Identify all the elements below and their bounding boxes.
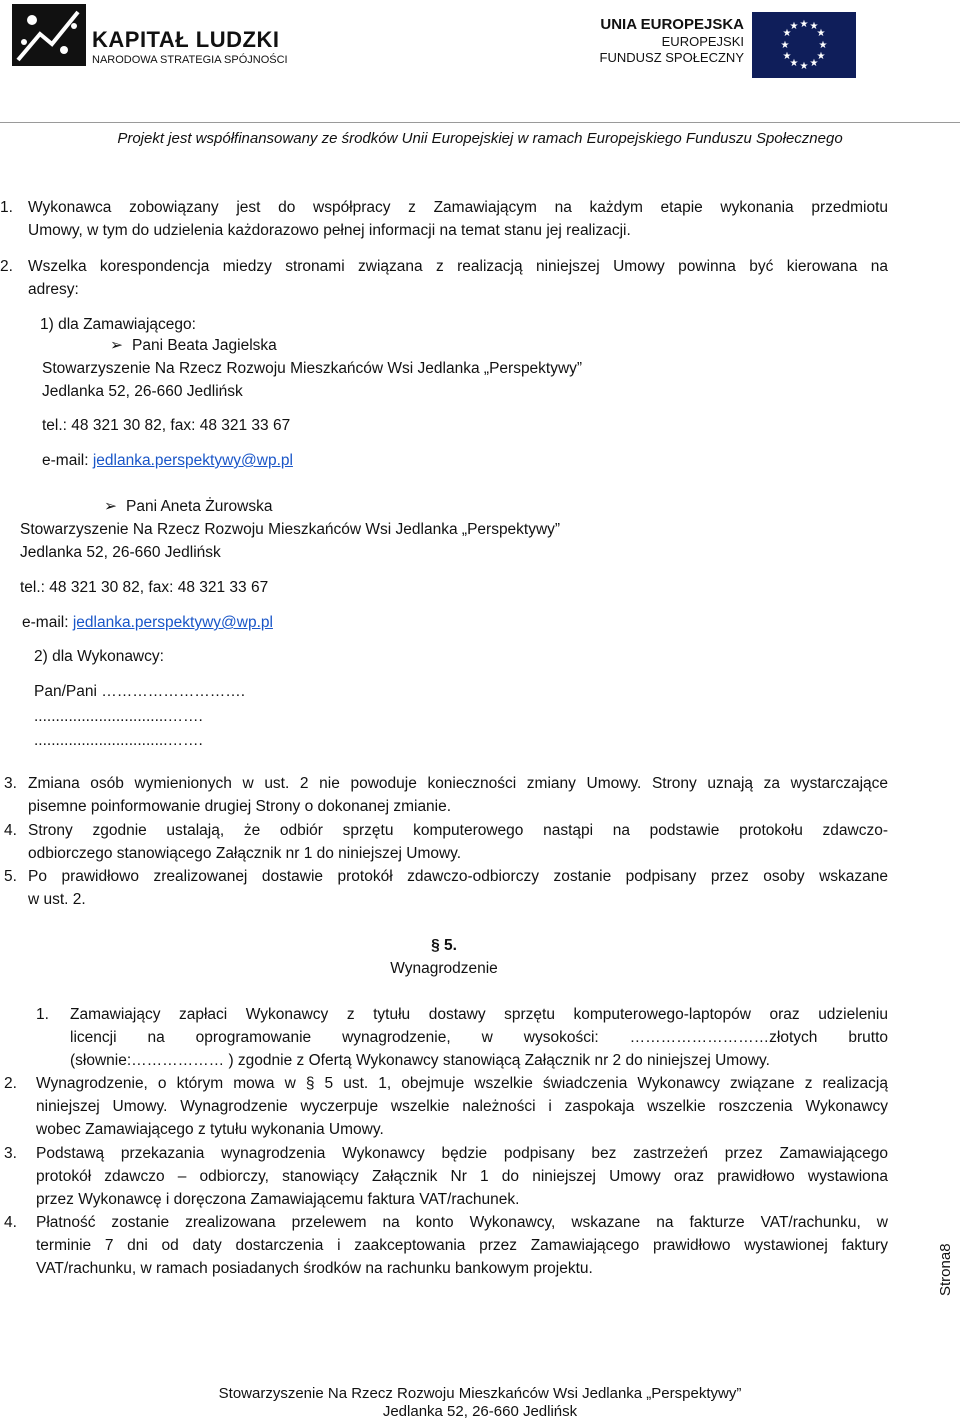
svg-text:★: ★ [782,51,792,62]
contact2-phone: tel.: 48 321 30 82, fax: 48 321 33 67 [20,579,269,596]
arrow-bullet-icon: ➢ [110,337,123,354]
svg-text:★: ★ [789,21,799,32]
contact1-name-text: Pani Beata Jagielska [132,337,277,354]
contact1-name [110,334,277,357]
eu-logo [599,12,858,78]
section5-number: § 5. [431,937,457,954]
contact2-email-label: e-mail: [22,614,73,631]
s5-item2-line1: Wynagrodzenie, o którym mowa w § 5 ust. 1, obejmuje wszelkie świadczenia Wykonawcy związane z realizacją [36,1075,888,1092]
p3-number: 3. [4,775,17,792]
p3-line2: pisemne poinformowanie drugiej Strony o dokonanej zmianie. [28,798,452,815]
footer-organization: Stowarzyszenie Na Rzecz Rozwoju Mieszkańców Wsi Jedlanka „Perspektywy” [218,1385,742,1402]
s5-item1-line2: licencji na oprogramowanie wynagrodzenie, w wysokości: ………………………złotych brutto [70,1029,888,1046]
s5-item3-number: 3. [4,1145,17,1162]
contractor-dots-1: ...............................……. [34,708,203,725]
kl-title: KAPITAŁ LUDZKI [92,27,280,52]
s5-item2-line3: wobec Zamawiającego z tytułu wykonania Umowy. [36,1121,384,1138]
contact2-org: Stowarzyszenie Na Rzecz Rozwoju Mieszkańców Wsi Jedlanka „Perspektywy” [20,521,561,538]
contractor-dots-2: ...............................……. [34,732,203,749]
svg-text:★: ★ [809,21,819,32]
p3-line1: Zmiana osób wymienionych w ust. 2 nie powoduje konieczności zmiany Umowy. Strony uznają za wystarczające [28,775,888,792]
contractor-name-line: Pan/Pani ………………………. [34,683,246,700]
contact2-address: Jedlanka 52, 26-660 Jedlińsk [20,544,221,561]
svg-text:★: ★ [809,58,819,69]
s5-item3-line2: protokół zdawczo – odbiorczy, stanowiący Załącznik Nr 1 do niniejszej Umowy oraz prawidłowo wystawiona [36,1168,888,1185]
s5-item3-line3: przez Wykonawcę i doręczona Zamawiającemu faktura VAT/rachunek. [36,1191,520,1208]
p2-line2: adresy: [28,281,79,298]
contact1-email-row [42,449,293,472]
contact1-email-label: e-mail: [42,452,93,469]
p5-line1: Po prawidłowo zrealizowanej dostawie protokół zdawczo-odbiorczy zostanie podpisany przez osoby wskazane [28,868,888,885]
svg-text:★: ★ [799,19,809,30]
kapital-ludzki-logo [12,4,288,70]
contact1-org: Stowarzyszenie Na Rzecz Rozwoju Mieszkańców Wsi Jedlanka „Perspektywy” [42,360,583,377]
page-number-label: Strona8 [937,1243,954,1296]
svg-text:★: ★ [818,40,828,51]
p2-number: 2. [0,258,13,275]
eu-line2: EUROPEJSKI [661,34,744,49]
contact1-phone: tel.: 48 321 30 82, fax: 48 321 33 67 [42,417,291,434]
eu-line1: UNIA EUROPEJSKA [600,16,744,33]
p4-line1: Strony zgodnie ustalają, że odbiór sprzętu komputerowego nastąpi na podstawie protokołu zdawczo- [28,822,888,839]
svg-text:★: ★ [816,51,826,62]
s5-item4-number: 4. [4,1214,17,1231]
contact2-email-row [22,611,273,634]
svg-text:★: ★ [816,28,826,39]
eu-line3: FUNDUSZ SPOŁECZNY [599,50,744,65]
contact1-address: Jedlanka 52, 26-660 Jedlińsk [42,383,243,400]
p1-number: 1. [0,199,13,216]
s5-item1-line1: Zamawiający zapłaci Wykonawcy z tytułu dostawy sprzętu komputerowego-laptopów oraz udzieleniu [70,1006,888,1023]
s5-item1-number: 1. [36,1006,49,1023]
svg-text:★: ★ [782,28,792,39]
subsection-wykonawca: 2) dla Wykonawcy: [34,648,164,665]
p2-line1: Wszelka korespondencja miedzy stronami związana z realizacją niniejszej Umowy powinna być kierowana na [28,258,888,275]
contact2-email-link[interactable]: jedlanka.perspektywy@wp.pl [72,614,273,631]
p4-number: 4. [4,822,17,839]
s5-item3-line1: Podstawą przekazania wynagrodzenia Wykonawcy będzie podpisany bez zastrzeżeń przez Zamawiającego [36,1145,888,1162]
kl-subtitle: NARODOWA STRATEGIA SPÓJNOŚCI [92,54,288,66]
s5-item2-line2: niniejszej Umowy. Wynagrodzenie wyczerpuje wszelkie należności i zaspokaja wszelkie roszczenia Wykonawcy [36,1098,888,1115]
cofinancing-note: Projekt jest współfinansowany ze środków Unii Europejskiej w ramach Europejskiego Funduszu Społecznego [117,130,843,147]
contact2-name-text: Pani Aneta Żurowska [126,498,273,515]
p1-line1: Wykonawca zobowiązany jest do współpracy z Zamawiającym na każdym etapie wykonania przedmiotu [28,199,888,216]
s5-item4-line2: terminie 7 dni od daty dostarczenia i zaakceptowania przez Zamawiającego prawidłowo wystawionej faktury [36,1237,888,1254]
s5-item4-line3: VAT/rachunku, w ramach posiadanych środków na rachunku bankowym projektu. [36,1260,593,1277]
contact1-email-link[interactable]: jedlanka.perspektywy@wp.pl [92,452,293,469]
s5-item1-line3: (słownie:……………… ) zgodnie z Ofertą Wykonawcy stanowiącą Załącznik nr 2 do niniejszej Umowy. [70,1052,770,1069]
s5-item4-line1: Płatność zostanie zrealizowana przelewem na konto Wykonawcy, wskazane na fakturze VAT/rachunku, w [36,1214,888,1231]
subsection-zamawiajacy: 1) dla Zamawiającego: [40,316,196,333]
p5-number: 5. [4,868,17,885]
eu-flag-icon [752,12,856,78]
p5-line2: w ust. 2. [28,891,86,908]
svg-text:★: ★ [789,58,799,69]
contact2-name [104,495,272,518]
kapital-ludzki-emblem-icon [12,4,86,66]
footer-address: Jedlanka 52, 26-660 Jedlińsk [382,1403,578,1420]
svg-text:★: ★ [799,61,809,72]
header-divider [0,122,960,123]
p4-line2: odbiorczego stanowiącego Załącznik nr 1 do niniejszej Umowy. [28,845,462,862]
p1-line2: Umowy, w tym do udzielenia każdorazowo pełnej informacji na temat stanu jej realizacji. [28,222,631,239]
section5-title: Wynagrodzenie [390,960,498,977]
arrow-bullet-icon: ➢ [104,498,117,515]
s5-item2-number: 2. [4,1075,17,1092]
svg-text:★: ★ [780,40,790,51]
